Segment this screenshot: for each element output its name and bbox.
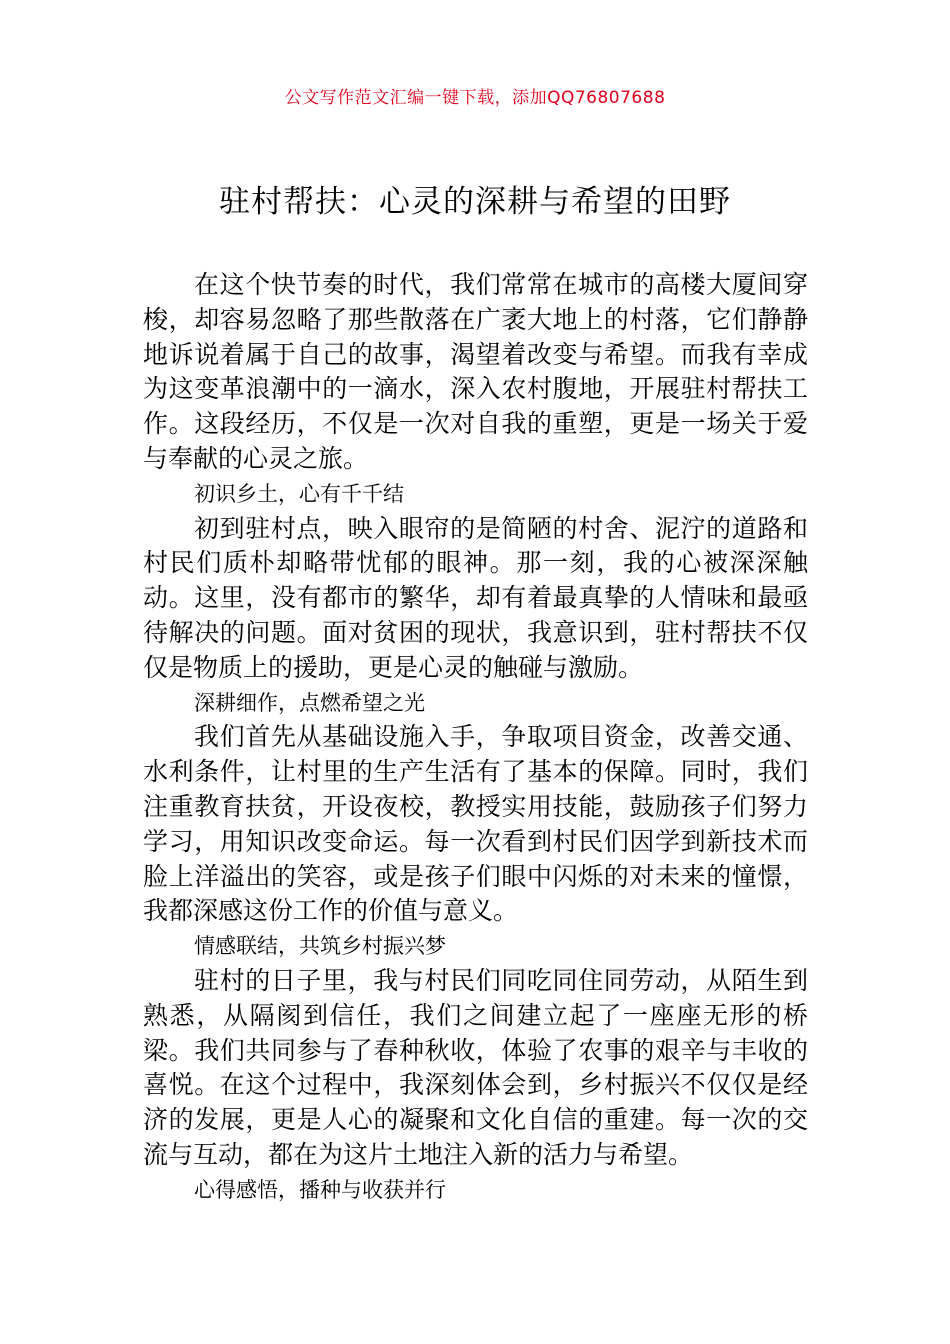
document-title: 驻村帮扶：心灵的深耕与希望的田野: [219, 184, 731, 220]
section-heading-reflections: 心得感悟，播种与收获并行: [194, 1177, 446, 1202]
document-body: [143, 268, 808, 1208]
section-heading-first-impressions: 初识乡土，心有千千结: [194, 481, 404, 506]
body-paragraph-emotional-bond: 驻村的日子里，我与村民们同吃同住同劳动，从陌生到熟悉，从隔阂到信任，我们之间建立起了一座座无形的桥梁。我们共同参与了春种秋收，体验了农事的艰辛与丰收的喜悦。在这个过程中，我深刻体会到，乡村振兴不仅仅是经济的发展，更是人心的凝聚和文化自信的重建。每一次的交流与互动，都在为这片土地注入新的活力与希望。: [143, 965, 808, 1169]
section-heading-deep-work: 深耕细作，点燃希望之光: [194, 690, 425, 715]
body-paragraph-first-impressions: 初到驻村点，映入眼帘的是简陋的村舍、泥泞的道路和村民们质朴却略带忧郁的眼神。那一刻，我的心被深深触动。这里，没有都市的繁华，却有着最真挚的人情味和最亟待解决的问题。面对贫困的现状，我意识到，驻村帮扶不仅仅是物质上的援助，更是心灵的触碰与激励。: [143, 513, 808, 682]
body-paragraph-deep-work: 我们首先从基础设施入手，争取项目资金，改善交通、水利条件，让村里的生产生活有了基本的保障。同时，我们注重教育扶贫，开设夜校，教授实用技能，鼓励孩子们努力学习，用知识改变命运。每一次看到村民们因学到新技术而脸上洋溢出的笑容，或是孩子们眼中闪烁的对未来的憧憬，我都深感这份工作的价值与意义。: [143, 722, 808, 926]
body-paragraph-intro: 在这个快节奏的时代，我们常常在城市的高楼大厦间穿梭，却容易忽略了那些散落在广袤大地上的村落，它们静静地诉说着属于自己的故事，渴望着改变与希望。而我有幸成为这变革浪潮中的一滴水，深入农村腹地，开展驻村帮扶工作。这段经历，不仅是一次对自我的重塑，更是一场关于爱与奉献的心灵之旅。: [143, 270, 808, 473]
section-heading-emotional-bond: 情感联结，共筑乡村振兴梦: [194, 934, 446, 959]
download-promo-note: 公文写作范文汇编一键下载，添加QQ76807688: [284, 88, 666, 108]
